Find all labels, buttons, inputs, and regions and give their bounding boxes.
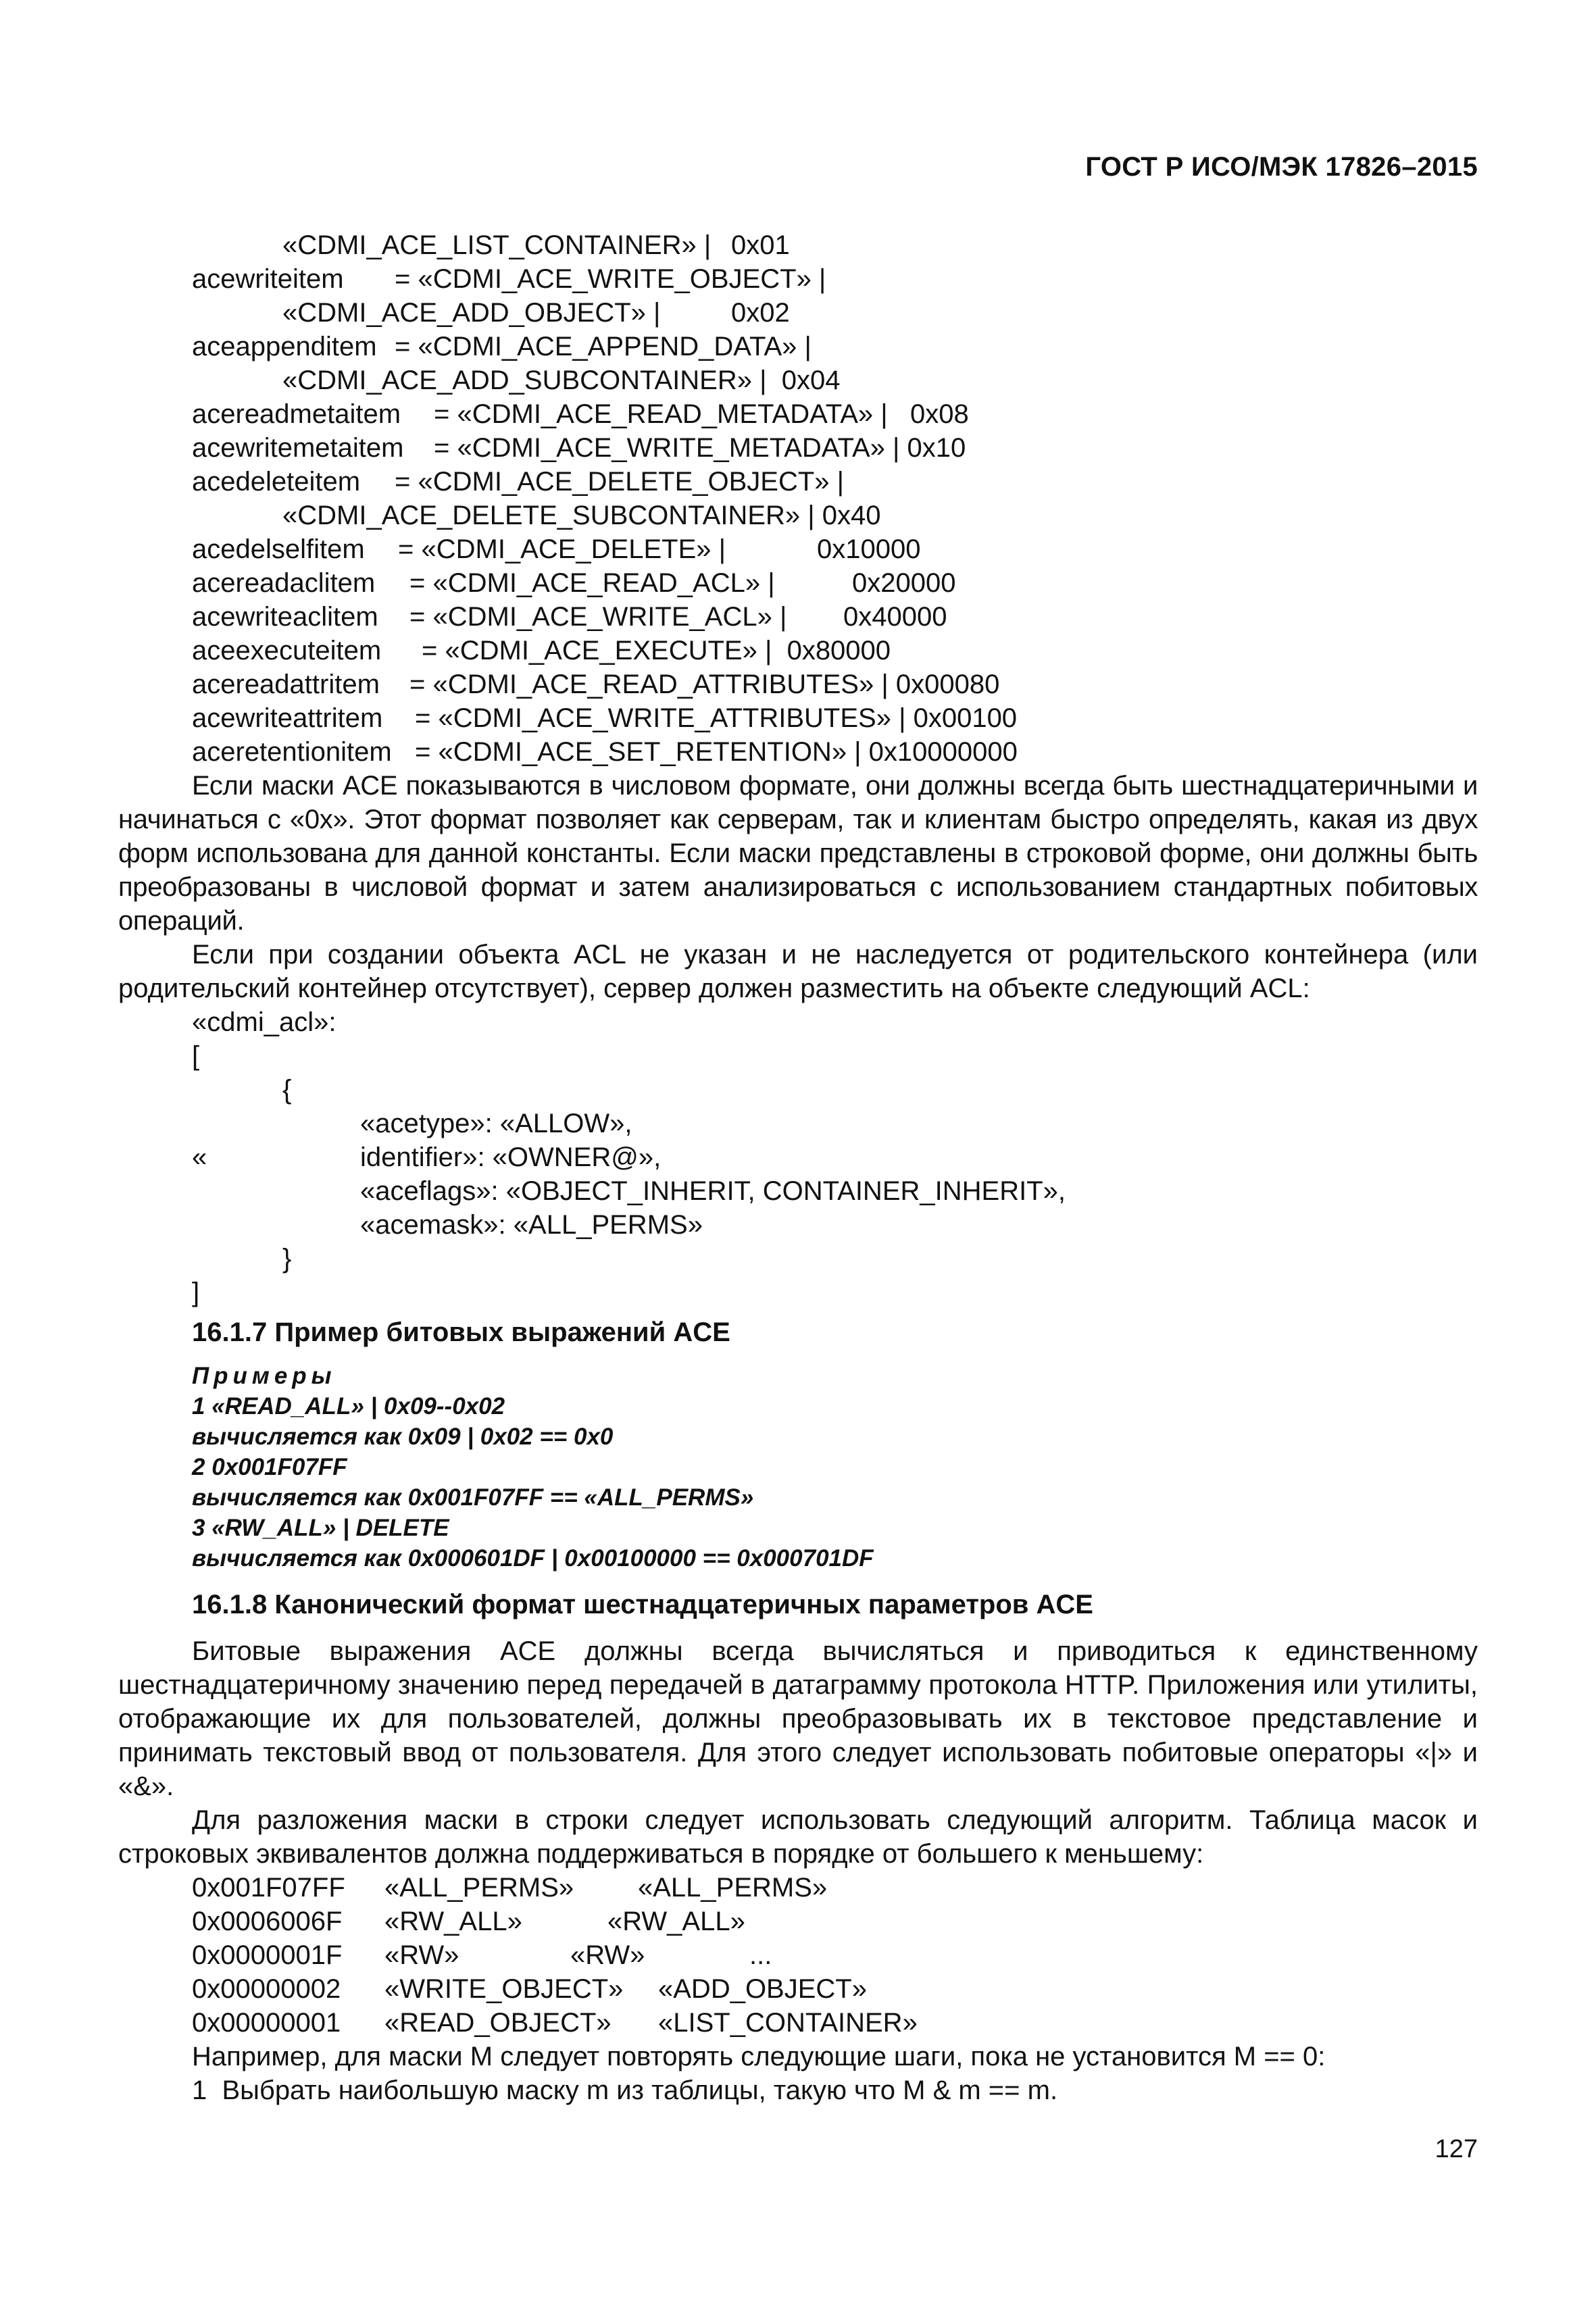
paragraph-example-steps: Например, для маски M следует повторять следующие шаги, пока не установится M == 0:	[192, 2042, 1326, 2071]
mask-table-row: 0x0000001F «RW» «RW» ...	[192, 1940, 772, 1970]
page-number: 127	[1435, 2135, 1478, 2163]
acl-line: }	[282, 1244, 292, 1274]
mask-table-row: 0x00000001 «READ_OBJECT» «LIST_CONTAINER»	[192, 2008, 918, 2038]
paragraph-bit-expressions: Битовые выражения ACE должны всегда вычисляться и приводиться к единственному шестнадцатеричному значению перед передачей в датаграмму протокола HTTP. Приложения или утилиты, отображающие их для пользователей, должны преобразовывать их в текстовое представление и принимать текстовый ввод от пользователя. Для этого следует использовать побитовые операторы «|» и «&».	[118, 1636, 1478, 1801]
acl-line: «acetype»: «ALLOW»,	[360, 1109, 632, 1138]
section-heading-16-1-8: 16.1.8 Канонический формат шестнадцатеричных параметров ACE	[192, 1590, 1093, 1619]
example-line: 2 0x001F07FF	[192, 1454, 347, 1480]
code-line: aceretentionitem = «CDMI_ACE_SET_RETENTION» | 0x10000000	[192, 737, 1018, 767]
code-line: «CDMI_ACE_LIST_CONTAINER» | 0x01	[282, 230, 790, 260]
examples-title: Примеры	[192, 1363, 336, 1389]
example-line: 1 «READ_ALL» | 0x09--0x02	[192, 1393, 505, 1419]
example-line: вычисляется как 0x09 | 0x02 == 0x0	[192, 1424, 614, 1450]
code-line: acewriteaclitem = «CDMI_ACE_WRITE_ACL» | 0x40000	[192, 602, 947, 632]
code-line: acewriteitem = «CDMI_ACE_WRITE_OBJECT» |	[192, 264, 826, 294]
code-line: aceexecuteitem = «CDMI_ACE_EXECUTE» | 0x80000	[192, 636, 891, 665]
code-line: «CDMI_ACE_ADD_OBJECT» | 0x02	[282, 298, 790, 328]
code-line: «CDMI_ACE_ADD_SUBCONTAINER» | 0x04	[282, 366, 841, 395]
section-heading-16-1-7: 16.1.7 Пример битовых выражений ACE	[192, 1317, 730, 1347]
example-line: вычисляется как 0x001F07FF == «ALL_PERMS»	[192, 1484, 754, 1511]
acl-line: [	[192, 1041, 200, 1071]
step-1: 1 Выбрать наибольшую маску m из таблицы, такую что M & m == m.	[192, 2076, 1058, 2105]
acl-line: « identifier»: «OWNER@»,	[192, 1142, 662, 1172]
code-line: acedeleteitem = «CDMI_ACE_DELETE_OBJECT» |	[192, 467, 845, 497]
paragraph-default-acl: Если при создании объекта ACL не указан и не наследуется от родительского контейнера (или родительский контейнер отсутствует), сервер должен разместить на объекте следующий ACL:	[118, 940, 1478, 1003]
page-content	[118, 228, 1478, 2107]
mask-table-row: 0x0006006F «RW_ALL» «RW_ALL»	[192, 1907, 745, 1936]
code-line: acereadaclitem = «CDMI_ACE_READ_ACL» | 0x20000	[192, 568, 956, 598]
acl-line: «acemask»: «ALL_PERMS»	[360, 1210, 703, 1240]
document-header: ГОСТ Р ИСО/МЭК 17826–2015	[1085, 152, 1478, 182]
paragraph-mask-algorithm: Для разложения маски в строки следует использовать следующий алгоритм. Таблица масок и строковых эквивалентов должна поддерживаться в порядке от большего к меньшему:	[118, 1805, 1478, 1869]
code-line: acewritemetaitem = «CDMI_ACE_WRITE_METADATA» | 0x10	[192, 433, 966, 463]
code-line: acewriteattritem = «CDMI_ACE_WRITE_ATTRIBUTES» | 0x00100	[192, 703, 1018, 733]
paragraph-hex-format: Если маски ACE показываются в числовом формате, они должны всегда быть шестнадцатеричными и начинаться с «0x». Этот формат позволяет как серверам, так и клиентам быстро определять, какая из двух форм использована для данной константы. Если маски представлены в строковой форме, они должны быть преобразованы в числовой формат и затем анализироваться с использованием стандартных побитовых операций.	[118, 771, 1478, 936]
examples-block	[118, 1361, 1478, 1574]
mask-table-row: 0x00000002 «WRITE_OBJECT» «ADD_OBJECT»	[192, 1974, 867, 2004]
mask-table-row: 0x001F07FF «ALL_PERMS» «ALL_PERMS»	[192, 1873, 828, 1903]
mask-table	[118, 1871, 1478, 2040]
acl-line: {	[282, 1075, 292, 1105]
default-acl-block	[118, 1005, 1478, 1309]
code-line: acereadattritem = «CDMI_ACE_READ_ATTRIBUTES» | 0x00080	[192, 670, 1000, 699]
acl-line: «aceflags»: «OBJECT_INHERIT, CONTAINER_INHERIT»,	[360, 1176, 1066, 1206]
code-line: aceappenditem = «CDMI_ACE_APPEND_DATA» |	[192, 332, 812, 361]
acl-line: «cdmi_acl»:	[192, 1007, 336, 1037]
code-line: «CDMI_ACE_DELETE_SUBCONTAINER» | 0x40	[282, 501, 881, 530]
code-line: acereadmetaitem = «CDMI_ACE_READ_METADATA» | 0x08	[192, 399, 969, 429]
example-line: вычисляется как 0x000601DF | 0x00100000 == 0x000701DF	[192, 1545, 874, 1571]
example-line: 3 «RW_ALL» | DELETE	[192, 1515, 449, 1541]
ace-definitions-block	[118, 228, 1478, 769]
acl-line: ]	[192, 1278, 200, 1307]
code-line: acedelselfitem = «CDMI_ACE_DELETE» | 0x10000	[192, 534, 921, 564]
